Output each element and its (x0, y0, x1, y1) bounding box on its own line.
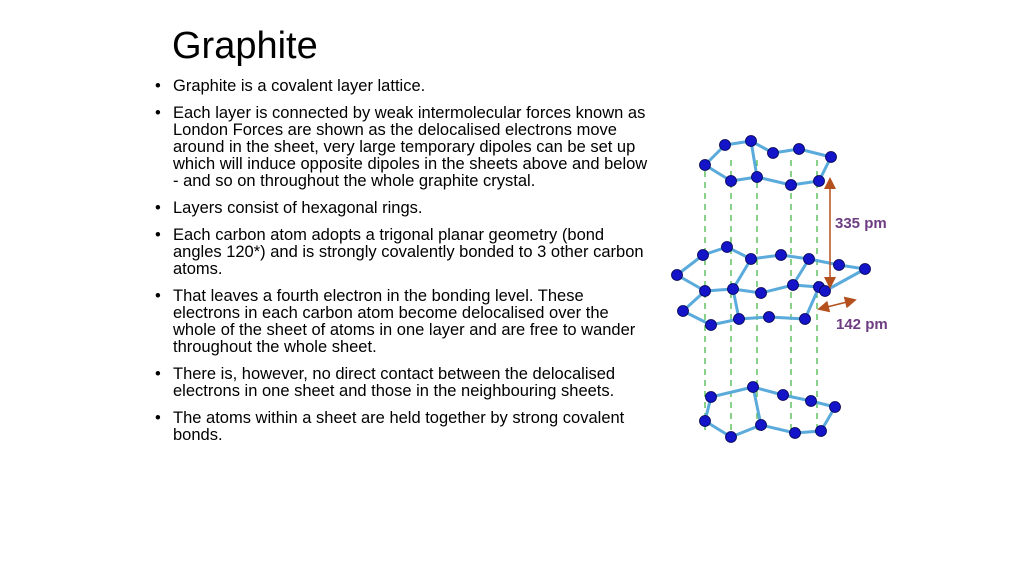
carbon-layer-bottom (700, 382, 841, 443)
carbon-bond (711, 387, 753, 397)
bullet-item (155, 200, 655, 217)
bullet-text: Layers consist of hexagonal rings. (173, 199, 423, 217)
bullet-marker: • (155, 226, 161, 244)
carbon-atom (746, 254, 757, 265)
carbon-atom (820, 286, 831, 297)
carbon-atom (794, 144, 805, 155)
carbon-layer-top (700, 136, 837, 191)
carbon-atom (790, 428, 801, 439)
carbon-atom (720, 140, 731, 151)
carbon-atom (706, 392, 717, 403)
carbon-atom (814, 176, 825, 187)
carbon-atom (728, 284, 739, 295)
bullet-item (155, 366, 655, 400)
carbon-atom (800, 314, 811, 325)
carbon-atom (700, 160, 711, 171)
carbon-atom (698, 250, 709, 261)
carbon-atom (722, 242, 733, 253)
carbon-bond (825, 269, 865, 291)
bullet-marker: • (155, 365, 161, 383)
carbon-atom (788, 280, 799, 291)
carbon-atom (768, 148, 779, 159)
bullet-marker: • (155, 104, 161, 122)
bullet-item (155, 410, 655, 444)
bullet-text: Graphite is a covalent layer lattice. (173, 77, 426, 95)
bullet-text: The atoms within a sheet are held together by strong covalent bonds. (173, 409, 625, 444)
carbon-atom (734, 314, 745, 325)
carbon-atom (804, 254, 815, 265)
carbon-atom (706, 320, 717, 331)
carbon-atom (830, 402, 841, 413)
carbon-atom (764, 312, 775, 323)
carbon-atom (746, 136, 757, 147)
carbon-atom (786, 180, 797, 191)
bond-length-arrow (823, 301, 851, 308)
carbon-atom (834, 260, 845, 271)
graphite-structure-diagram (665, 125, 905, 455)
carbon-atom (752, 172, 763, 183)
bullet-item (155, 227, 655, 278)
carbon-atom (826, 152, 837, 163)
bullet-text: That leaves a fourth electron in the bonding level. These electrons in each carbon atom become delocalised over the whole of the sheet of atoms in one layer and are free to wander throughout the whole sheet. (173, 287, 636, 356)
carbon-atom (776, 250, 787, 261)
bullet-text: Each layer is connected by weak intermolecular forces known as London Forces are shown as the delocalised electrons move around in the sheet, very large temporary dipoles can be set up which will induce opposite dipoles in the sheets above and below - and so on throughout the whole graphite crystal. (173, 104, 648, 190)
bullet-marker: • (155, 409, 161, 427)
interlayer-distance-label: 335 pm (835, 215, 887, 232)
bullet-item (155, 288, 655, 356)
bullet-marker: • (155, 199, 161, 217)
bullet-marker: • (155, 77, 161, 95)
carbon-atom (700, 416, 711, 427)
carbon-atom (672, 270, 683, 281)
carbon-atom (860, 264, 871, 275)
carbon-atom (726, 432, 737, 443)
carbon-atom (700, 286, 711, 297)
bullet-list (155, 78, 655, 454)
bullet-text: There is, however, no direct contact between the delocalised electrons in one sheet and those in the neighbouring sheets. (173, 365, 616, 400)
bullet-marker: • (155, 287, 161, 305)
carbon-atom (678, 306, 689, 317)
bullet-text: Each carbon atom adopts a trigonal planar geometry (bond angles 120*) and is strongly covalently bonded to 3 other carbon atoms. (173, 226, 644, 278)
carbon-atom (806, 396, 817, 407)
slide-title: Graphite (172, 25, 318, 67)
bullet-item (155, 78, 655, 95)
carbon-layers (672, 136, 871, 443)
carbon-atom (778, 390, 789, 401)
carbon-atom (756, 288, 767, 299)
carbon-atom (726, 176, 737, 187)
carbon-atom (756, 420, 767, 431)
carbon-atom (816, 426, 827, 437)
carbon-atom (748, 382, 759, 393)
bullet-item (155, 105, 655, 190)
bond-length-label: 142 pm (836, 316, 888, 333)
